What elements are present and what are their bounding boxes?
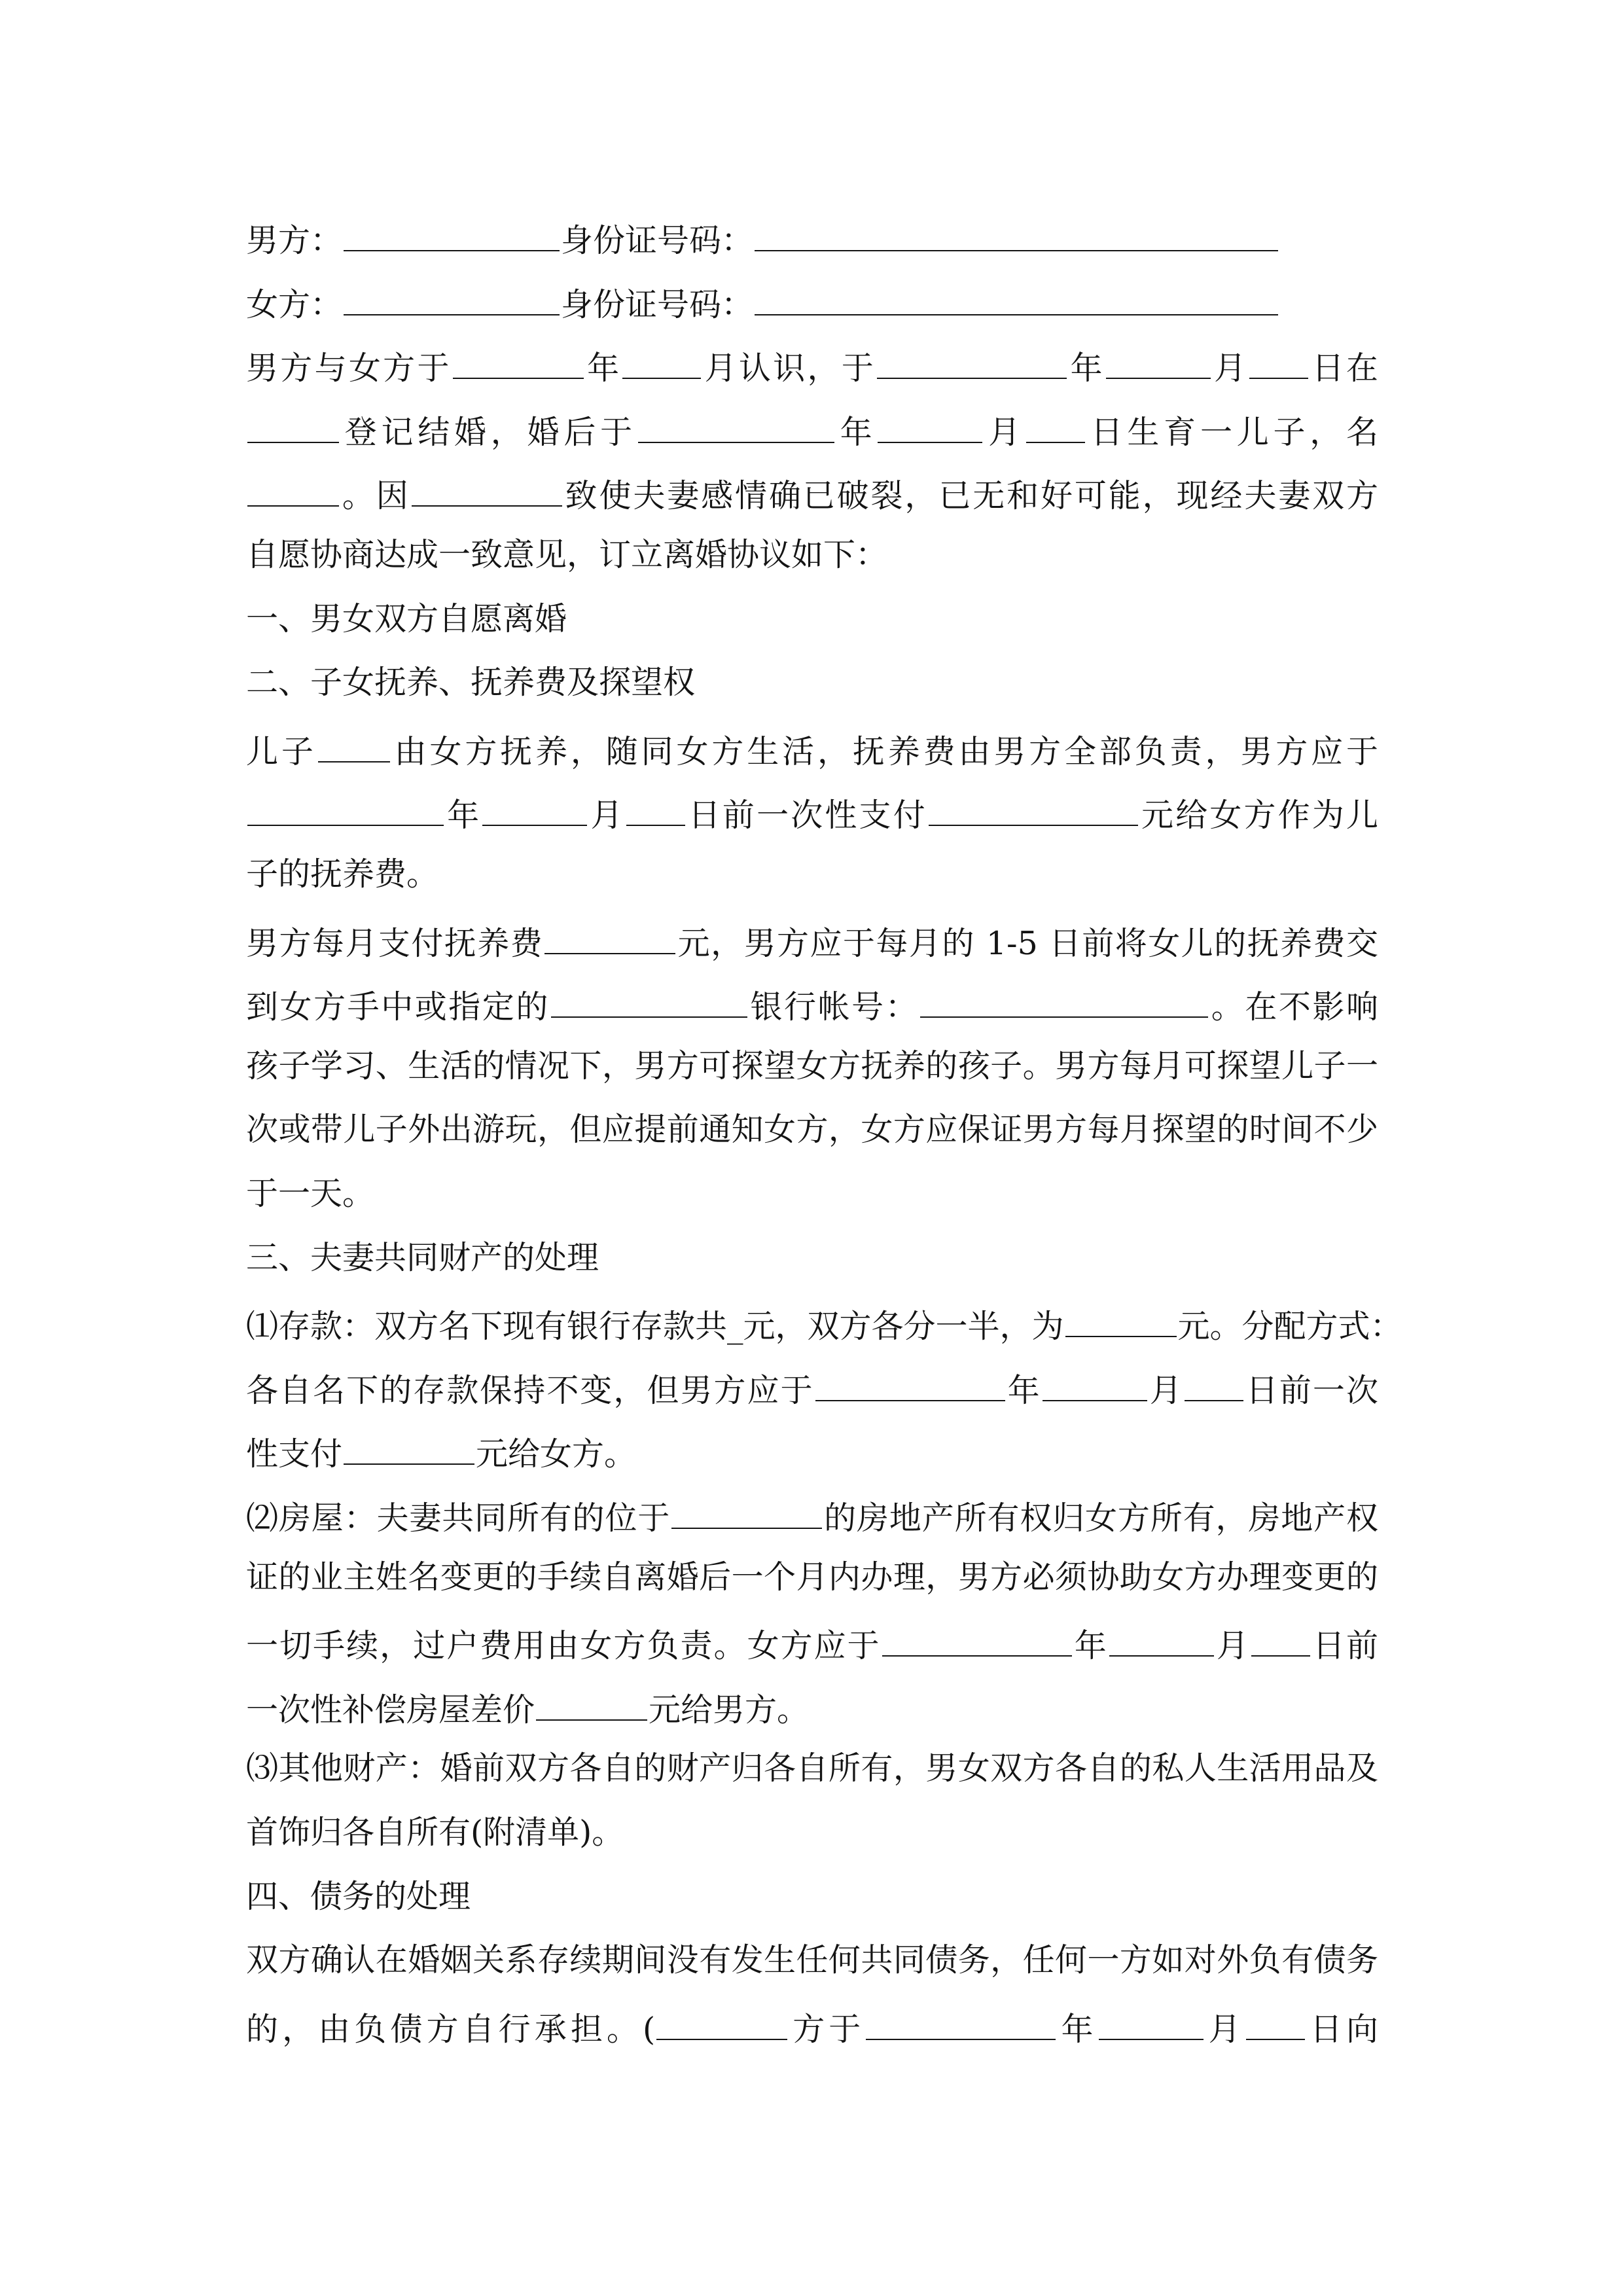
line-text: 的房地产所有权归女方所有，房地产权 xyxy=(823,1499,1378,1537)
document-line xyxy=(246,982,1378,1026)
fill-in-blank[interactable] xyxy=(671,1494,822,1529)
line-text: ⑴存款：双方名下现有银行存款共_元，双方各分一半，为 xyxy=(246,1308,1064,1345)
line-text: 性支付 xyxy=(246,1435,343,1473)
line-text: 方于 xyxy=(789,2011,865,2048)
document-line xyxy=(246,1941,1378,1980)
line-text: 日在 xyxy=(1310,350,1378,387)
document-line xyxy=(246,471,1378,514)
line-text: 银行帐号： xyxy=(748,988,919,1026)
line-text: 致使夫妻感情确已破裂，已无和好可能，现经夫妻双方 xyxy=(563,477,1378,514)
fill-in-blank[interactable] xyxy=(1065,1302,1177,1337)
document-line xyxy=(246,344,1378,387)
line-text: 月 xyxy=(984,414,1025,451)
fill-in-blank[interactable] xyxy=(536,1685,647,1721)
fill-in-blank[interactable] xyxy=(318,727,390,762)
fill-in-blank[interactable] xyxy=(344,280,560,315)
line-text: 由女方抚养，随同女方生活，抚养费由男方全部负责，男方应于 xyxy=(391,733,1378,770)
document-line xyxy=(246,1238,1378,1278)
document-line xyxy=(246,1302,1402,1345)
line-text: 日向 xyxy=(1306,2011,1378,2048)
fill-in-blank[interactable] xyxy=(344,216,560,251)
line-text: 二、子女抚养、抚养费及探望权 xyxy=(246,664,696,701)
document-line xyxy=(246,919,1378,962)
document-line xyxy=(246,1429,1378,1473)
document-line xyxy=(246,280,1378,323)
fill-in-blank[interactable] xyxy=(551,982,747,1018)
document-line xyxy=(246,727,1378,770)
line-text: 元。分配方式： xyxy=(1177,1308,1402,1345)
fill-in-blank[interactable] xyxy=(247,791,444,826)
line-text: 男方每月支付抚养费 xyxy=(246,925,544,962)
line-text: 。在不影响 xyxy=(1209,988,1378,1026)
fill-in-blank[interactable] xyxy=(929,791,1138,826)
line-text: ⑵房屋：夫妻共同所有的位于 xyxy=(246,1499,671,1537)
document-line xyxy=(246,216,1378,259)
document-line xyxy=(246,2005,1378,2048)
fill-in-blank[interactable] xyxy=(755,280,1278,315)
line-text: 元给男方。 xyxy=(649,1691,810,1729)
document-line xyxy=(246,1558,1378,1597)
fill-in-blank[interactable] xyxy=(412,471,562,507)
line-text: 儿子 xyxy=(246,733,317,770)
line-text: 月 xyxy=(1211,350,1249,387)
line-text: 身份证号码： xyxy=(561,286,754,323)
fill-in-blank[interactable] xyxy=(482,791,587,826)
line-text: 一切手续，过户费用由女方负责。女方应于 xyxy=(246,1627,881,1664)
line-text: 元给女方作为儿 xyxy=(1139,797,1378,834)
fill-in-blank[interactable] xyxy=(1185,1366,1243,1401)
line-text: 日前一次 xyxy=(1244,1372,1378,1409)
document-line xyxy=(246,1685,1378,1729)
line-text: 男方： xyxy=(246,222,343,259)
line-text: 首饰归各自所有(附清单)。 xyxy=(246,1814,624,1851)
line-text: 女方： xyxy=(246,286,343,323)
document-line xyxy=(246,1494,1378,1537)
document-line xyxy=(246,1047,1378,1086)
document-line xyxy=(246,1749,1378,1788)
line-text: 。因 xyxy=(340,477,410,514)
line-text: 年 xyxy=(584,350,622,387)
fill-in-blank[interactable] xyxy=(638,408,834,443)
document-line xyxy=(246,535,1378,575)
line-text: 元，男方应于每月的 1-5 日前将女儿的抚养费交 xyxy=(677,925,1378,962)
line-text: 三、夫妻共同财产的处理 xyxy=(246,1239,599,1276)
line-text: 双方确认在婚姻关系存续期间没有发生任何共同债务，任何一方如对外负有债务 xyxy=(246,1941,1378,1979)
document-line xyxy=(246,663,1378,702)
fill-in-blank[interactable] xyxy=(1249,344,1308,379)
fill-in-blank[interactable] xyxy=(882,1621,1072,1657)
line-text: 日前一次性支付 xyxy=(686,797,927,834)
line-text: 于一天。 xyxy=(246,1175,375,1212)
line-text: 一、男女双方自愿离婚 xyxy=(246,600,567,637)
line-text: 四、债务的处理 xyxy=(246,1878,471,1915)
line-text: 年 xyxy=(835,414,877,451)
fill-in-blank[interactable] xyxy=(1026,408,1085,443)
fill-in-blank[interactable] xyxy=(878,408,982,443)
line-text: 孩子学习、生活的情况下，男方可探望女方抚养的孩子。男方每月可探望儿子一 xyxy=(246,1047,1378,1085)
fill-in-blank[interactable] xyxy=(1246,2005,1305,2040)
document-line xyxy=(246,791,1378,834)
line-text: 各自名下的存款保持不变，但男方应于 xyxy=(246,1372,814,1409)
document-line xyxy=(246,1813,1378,1852)
line-text: 年 xyxy=(445,797,482,834)
line-text: 月 xyxy=(1204,2011,1245,2048)
fill-in-blank[interactable] xyxy=(866,2005,1056,2040)
line-text: 的，由负债方自行承担。( xyxy=(246,2011,656,2048)
document-line xyxy=(246,855,1378,894)
fill-in-blank[interactable] xyxy=(544,919,675,954)
line-text: 月 xyxy=(1148,1372,1183,1409)
line-text: 证的业主姓名变更的手续自离婚后一个月内办理，男方必须协助女方办理变更的 xyxy=(246,1558,1378,1596)
line-text: 次或带儿子外出游玩，但应提前通知女方，女方应保证男方每月探望的时间不少 xyxy=(246,1111,1378,1148)
line-text: 自愿协商达成一致意见，订立离婚协议如下： xyxy=(246,536,888,573)
fill-in-blank[interactable] xyxy=(247,471,339,507)
line-text: 一次性补偿房屋差价 xyxy=(246,1691,535,1729)
fill-in-blank[interactable] xyxy=(1106,344,1211,379)
fill-in-blank[interactable] xyxy=(622,344,701,379)
document-line xyxy=(246,1110,1378,1149)
fill-in-blank[interactable] xyxy=(1099,2005,1204,2040)
fill-in-blank[interactable] xyxy=(920,982,1208,1018)
document-line xyxy=(246,1366,1378,1409)
fill-in-blank[interactable] xyxy=(1109,1621,1214,1657)
document-line xyxy=(246,1621,1378,1664)
line-text: 日前 xyxy=(1311,1627,1378,1664)
fill-in-blank[interactable] xyxy=(626,791,685,826)
line-text: 元给女方。 xyxy=(476,1435,637,1473)
line-text: 年 xyxy=(1006,1372,1041,1409)
document-line xyxy=(246,408,1378,451)
line-text: 月 xyxy=(588,797,625,834)
line-text: 月 xyxy=(1215,1627,1250,1664)
fill-in-blank[interactable] xyxy=(247,408,339,443)
line-text: 年 xyxy=(1057,2011,1097,2048)
line-text: 子的抚养费。 xyxy=(246,855,439,893)
document-line xyxy=(246,1877,1378,1916)
line-text: 月认识，于 xyxy=(702,350,876,387)
line-text: 登记结婚，婚后于 xyxy=(340,414,637,451)
fill-in-blank[interactable] xyxy=(1251,1621,1310,1657)
fill-in-blank[interactable] xyxy=(755,216,1278,251)
fill-in-blank[interactable] xyxy=(815,1366,1005,1401)
fill-in-blank[interactable] xyxy=(877,344,1067,379)
line-text: 年 xyxy=(1073,1627,1108,1664)
fill-in-blank[interactable] xyxy=(344,1429,474,1465)
document-line xyxy=(246,1174,1378,1213)
line-text: 男方与女方于 xyxy=(246,350,452,387)
document-line xyxy=(246,600,1378,639)
line-text: 年 xyxy=(1068,350,1105,387)
line-text: ⑶其他财产：婚前双方各自的财产归各自所有，男女双方各自的私人生活用品及 xyxy=(246,1749,1378,1787)
line-text: 到女方手中或指定的 xyxy=(246,988,550,1026)
fill-in-blank[interactable] xyxy=(1043,1366,1147,1401)
line-text: 身份证号码： xyxy=(561,222,754,259)
line-text: 日生育一儿子，名 xyxy=(1086,414,1378,451)
fill-in-blank[interactable] xyxy=(453,344,584,379)
fill-in-blank[interactable] xyxy=(656,2005,787,2040)
